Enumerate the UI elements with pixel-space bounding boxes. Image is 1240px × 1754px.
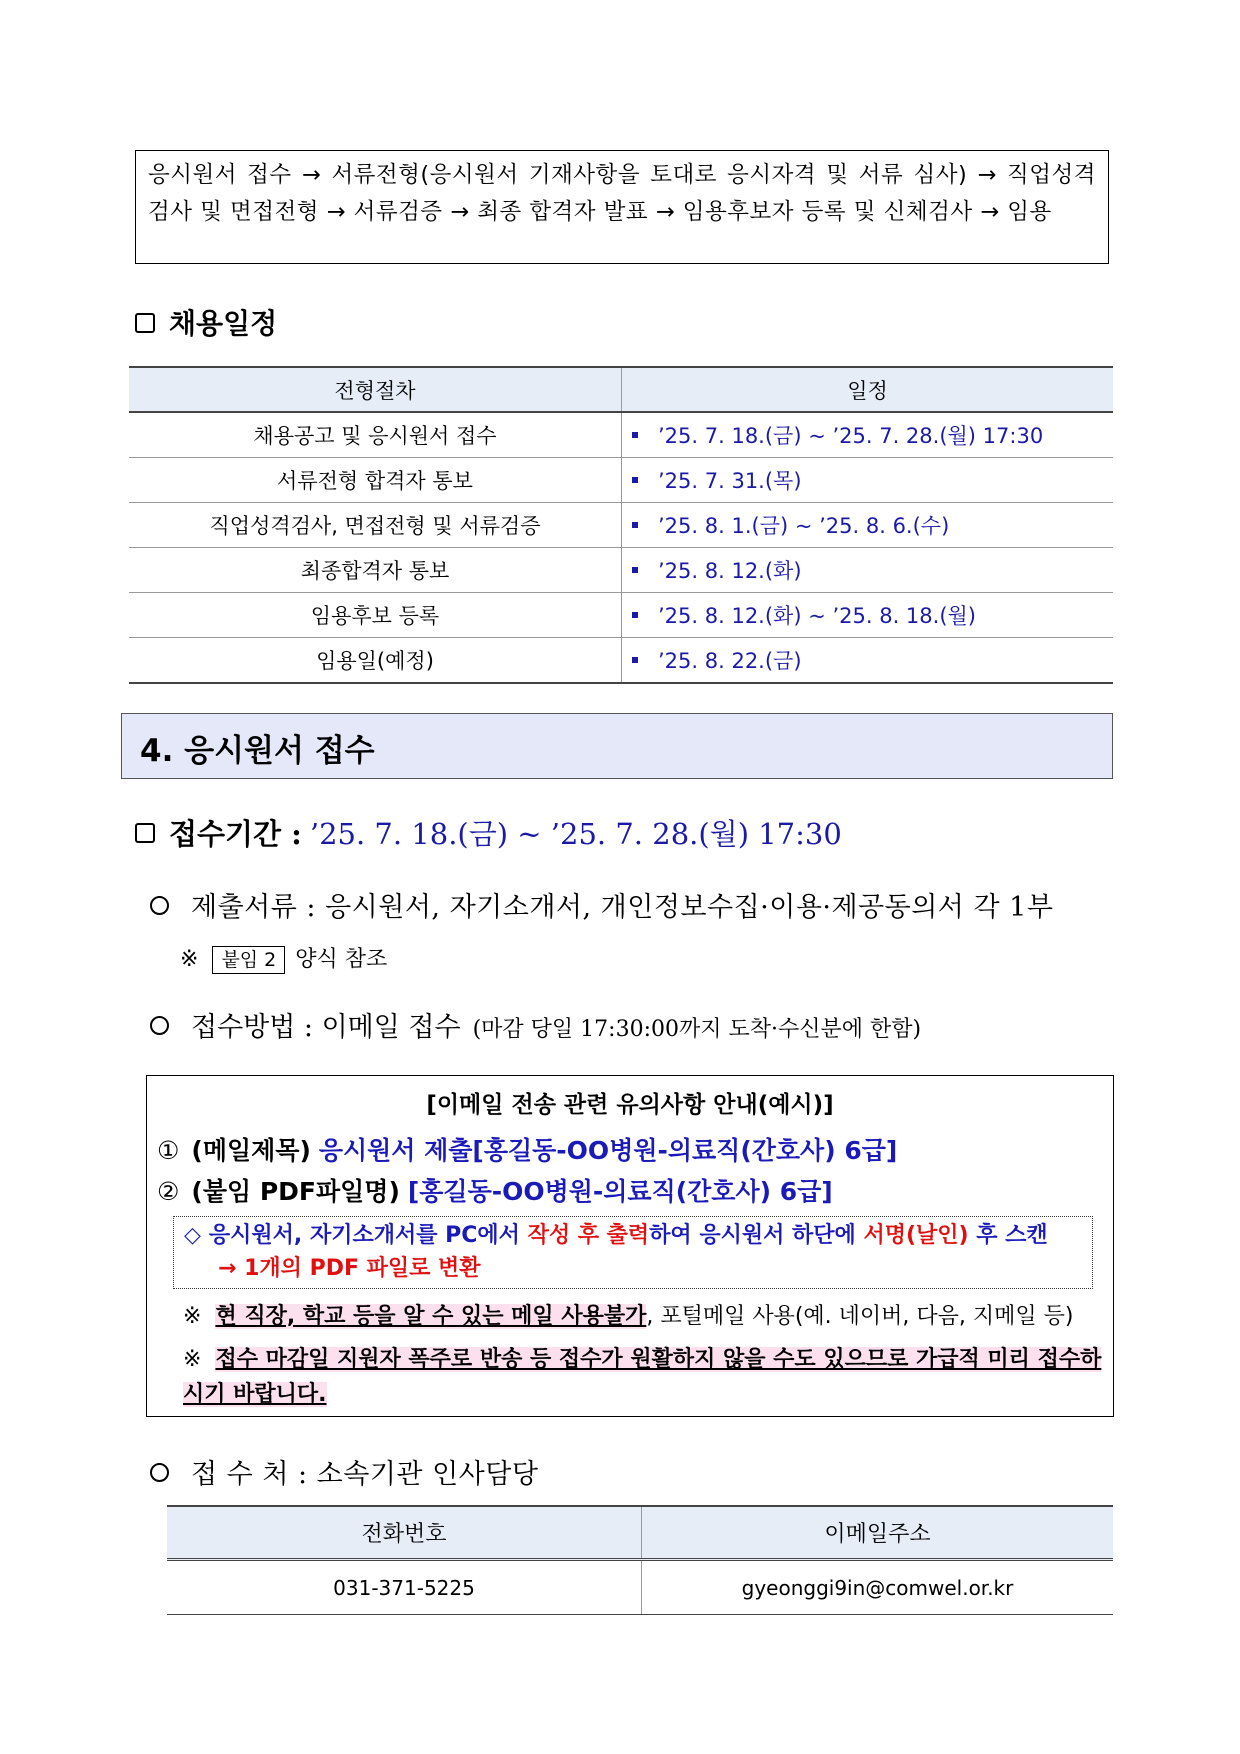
square-bullet-icon (632, 567, 638, 573)
tip-emphasis: 서명(날인) (863, 1223, 969, 1248)
process-flow-text: 응시원서 접수 → 서류전형(응시원서 기재사항을 토대로 응시자격 및 서류 심사) → 직업성격 검사 및 면접전형 → 서류검증 → 최종 합격자 발표 → 임용후보자 등록 및 신체검사 → 임용 (148, 162, 1096, 225)
tip-conversion: → 1개의 PDF 파일로 변환 (218, 1256, 481, 1281)
schedule-table-header (129, 367, 1113, 412)
attachment-badge: 붙임 2 (212, 946, 285, 974)
contact-table-header (167, 1506, 1113, 1560)
note-suffix: 양식 참조 (295, 947, 388, 972)
column-header-step: 전형절차 (129, 367, 622, 412)
warning-highlight: 접수 마감일 지원자 폭주로 반송 등 접수가 원활하지 않을 수도 있으므로 가급적 미리 접수하시기 바랍니다. (183, 1347, 1102, 1407)
diamond-icon: ◇ (184, 1223, 201, 1248)
phone-number: 031-371-5225 (167, 1560, 642, 1615)
date-cell (622, 503, 1114, 548)
documents-line (150, 885, 1053, 924)
date-cell (622, 638, 1114, 684)
warning-line (183, 1342, 1103, 1412)
step-cell: 임용일(예정) (129, 638, 622, 684)
receive-period-label: 접수기간 : (169, 817, 302, 851)
pdf-filename-label: (붙임 PDF파일명) (191, 1177, 400, 1206)
date-text: ’25. 7. 18.(금) ~ ’25. 7. 28.(월) 17:30 (658, 424, 1044, 448)
square-bullet-icon (632, 657, 638, 663)
square-bullet-icon (632, 612, 638, 618)
pdf-instruction-box (173, 1216, 1093, 1289)
receive-period-value: ’25. 7. 18.(금) ~ ’25. 7. 28.(월) 17:30 (309, 817, 842, 851)
schedule-heading (135, 302, 277, 342)
table-row (129, 458, 1113, 503)
pdf-filename-row (157, 1172, 833, 1208)
method-text: 접수방법 : 이메일 접수 (191, 1012, 461, 1043)
date-text: ’25. 7. 31.(목) (658, 469, 802, 493)
date-cell (622, 548, 1114, 593)
table-row (129, 503, 1113, 548)
column-header-phone: 전화번호 (167, 1506, 642, 1560)
date-text: ’25. 8. 22.(금) (658, 649, 802, 673)
warning-line (183, 1299, 1074, 1330)
square-bullet-icon (632, 432, 638, 438)
note-mark: ※ (183, 1304, 202, 1329)
step-cell: 서류전형 합격자 통보 (129, 458, 622, 503)
date-cell (622, 593, 1114, 638)
note-mark: ※ (183, 1347, 202, 1372)
circle-bullet-icon (150, 896, 169, 915)
tip-emphasis: 작성 후 출력 (527, 1223, 650, 1248)
date-text: ’25. 8. 1.(금) ~ ’25. 8. 6.(수) (658, 514, 950, 538)
table-row (129, 593, 1113, 638)
table-row (167, 1560, 1113, 1615)
documents-text: 제출서류 : 응시원서, 자기소개서, 개인정보수집·이용·제공동의서 각 1부 (191, 892, 1054, 923)
contact-table (167, 1505, 1113, 1615)
warning-highlight: 현 직장, 학교 등을 알 수 있는 메일 사용불가 (215, 1304, 647, 1329)
receive-place-text: 접 수 처 : 소속기관 인사담당 (191, 1459, 539, 1490)
step-cell: 임용후보 등록 (129, 593, 622, 638)
section-title: 4. 응시원서 접수 (140, 733, 375, 769)
number-marker: ② (157, 1177, 180, 1206)
table-row (129, 548, 1113, 593)
date-cell (622, 458, 1114, 503)
email-subject-value: 응시원서 제출[홍길동-OO병원-의료직(간호사) 6급] (318, 1136, 898, 1165)
step-cell: 최종합격자 통보 (129, 548, 622, 593)
circle-bullet-icon (150, 1016, 169, 1035)
documents-note (180, 942, 387, 974)
method-note: (마감 당일 17:30:00까지 도착·수신분에 한함) (472, 1017, 922, 1042)
email-notice-box (146, 1075, 1114, 1417)
note-mark: ※ (180, 947, 199, 972)
tip-text: 응시원서, 자기소개서를 PC에서 (208, 1223, 520, 1248)
receive-period-line (135, 812, 842, 853)
process-flow-box (135, 150, 1109, 264)
schedule-heading-text: 채용일정 (169, 307, 278, 340)
section-title-bar (121, 713, 1113, 779)
email-subject-row (157, 1131, 897, 1167)
tip-text: 후 스캔 (976, 1223, 1048, 1248)
date-cell (622, 412, 1114, 458)
circle-bullet-icon (150, 1463, 169, 1482)
square-bullet-icon (135, 313, 155, 333)
step-cell: 직업성격검사, 면접전형 및 서류검증 (129, 503, 622, 548)
square-bullet-icon (135, 823, 155, 843)
number-marker: ① (157, 1136, 180, 1165)
email-subject-label: (메일제목) (191, 1136, 311, 1165)
step-cell: 채용공고 및 응시원서 접수 (129, 412, 622, 458)
column-header-email: 이메일주소 (642, 1506, 1114, 1560)
schedule-table (129, 366, 1113, 684)
email-notice-title: [이메일 전송 관련 유의사항 안내(예시)] (426, 1092, 834, 1118)
email-address[interactable]: gyeonggi9in@comwel.or.kr (642, 1560, 1114, 1615)
date-text: ’25. 8. 12.(화) (658, 559, 802, 583)
tip-text: 하여 응시원서 하단에 (649, 1223, 856, 1248)
receive-place-line (150, 1452, 538, 1491)
table-row (129, 412, 1113, 458)
pdf-filename-value: [홍길동-OO병원-의료직(간호사) 6급] (407, 1177, 833, 1206)
method-line (150, 1005, 921, 1044)
square-bullet-icon (632, 522, 638, 528)
table-row (129, 638, 1113, 684)
column-header-date: 일정 (622, 367, 1114, 412)
date-text: ’25. 8. 12.(화) ~ ’25. 8. 18.(월) (658, 604, 977, 628)
warning-text: , 포털메일 사용(예. 네이버, 다음, 지메일 등) (646, 1304, 1074, 1329)
square-bullet-icon (632, 477, 638, 483)
